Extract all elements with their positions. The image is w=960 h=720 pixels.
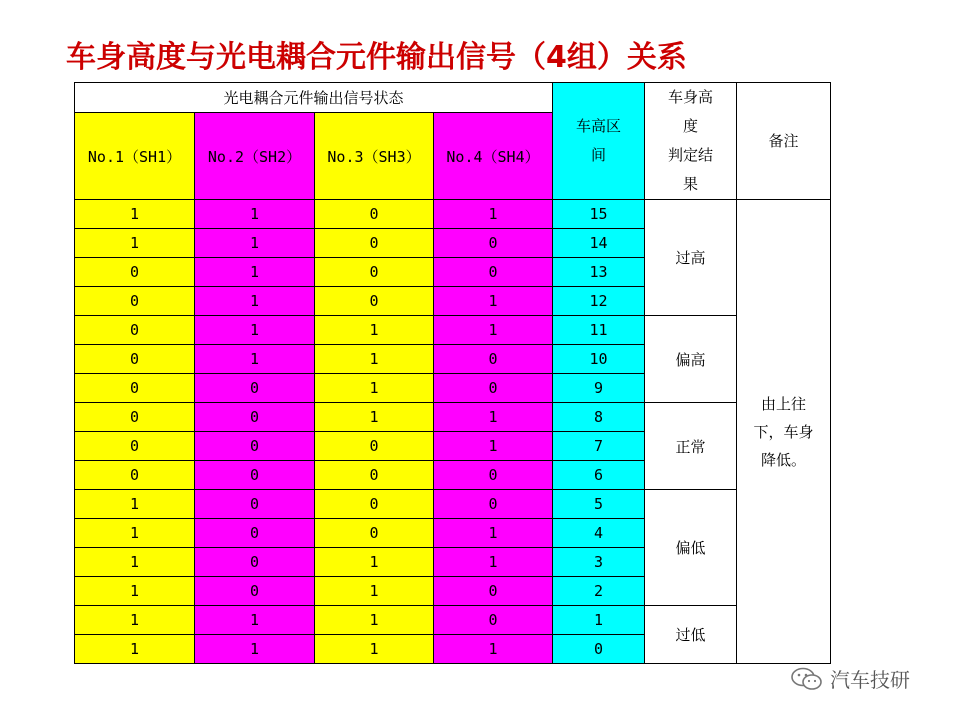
sh4-cell: 1	[434, 316, 553, 345]
zone-header: 车高区 间	[553, 83, 645, 200]
judgement-normal: 正常	[645, 403, 737, 490]
sh4-cell: 0	[434, 606, 553, 635]
zone-cell: 8	[553, 403, 645, 432]
zone-cell: 11	[553, 316, 645, 345]
sh1-cell: 0	[75, 316, 195, 345]
watermark	[790, 664, 910, 693]
zone-cell: 14	[553, 229, 645, 258]
judgement-too-high: 过高	[645, 200, 737, 316]
zone-cell: 3	[553, 548, 645, 577]
sh4-cell: 0	[434, 461, 553, 490]
sh2-cell: 0	[195, 374, 315, 403]
sh3-cell: 0	[315, 490, 434, 519]
sh4-cell: 1	[434, 403, 553, 432]
zone-cell: 2	[553, 577, 645, 606]
zone-cell: 13	[553, 258, 645, 287]
table-row	[75, 200, 831, 229]
sh2-cell: 0	[195, 461, 315, 490]
sensor-header-sh1: No.1（SH1）	[75, 113, 195, 200]
sh4-cell: 1	[434, 432, 553, 461]
zone-cell: 15	[553, 200, 645, 229]
sh3-cell: 1	[315, 345, 434, 374]
wechat-icon	[790, 667, 824, 691]
sh1-cell: 1	[75, 635, 195, 664]
sh2-cell: 1	[195, 258, 315, 287]
zone-cell: 5	[553, 490, 645, 519]
sh4-cell: 1	[434, 548, 553, 577]
table-row	[75, 490, 831, 519]
zone-cell: 12	[553, 287, 645, 316]
sh3-cell: 0	[315, 519, 434, 548]
sh3-cell: 1	[315, 577, 434, 606]
sh3-cell: 0	[315, 229, 434, 258]
zone-cell: 9	[553, 374, 645, 403]
sh3-cell: 1	[315, 635, 434, 664]
sh3-cell: 0	[315, 287, 434, 316]
sh4-cell: 1	[434, 200, 553, 229]
table-row	[75, 403, 831, 432]
sh4-cell: 1	[434, 519, 553, 548]
sh2-cell: 1	[195, 287, 315, 316]
watermark-text: 汽车技研	[830, 668, 910, 692]
judgement-slightly-low: 偏低	[645, 490, 737, 606]
sh2-cell: 0	[195, 432, 315, 461]
sh4-cell: 0	[434, 577, 553, 606]
sh3-cell: 1	[315, 606, 434, 635]
sensor-header-sh3: No.3（SH3）	[315, 113, 434, 200]
sh2-cell: 0	[195, 577, 315, 606]
signal-table	[74, 82, 831, 664]
zone-cell: 7	[553, 432, 645, 461]
sh2-cell: 1	[195, 635, 315, 664]
sh3-cell: 1	[315, 403, 434, 432]
sh1-cell: 0	[75, 345, 195, 374]
page-title: 车身高度与光电耦合元件输出信号（4组）关系	[66, 40, 687, 75]
sh2-cell: 0	[195, 519, 315, 548]
judgement-slightly-high: 偏高	[645, 316, 737, 403]
table-row	[75, 316, 831, 345]
sh2-cell: 1	[195, 229, 315, 258]
sh1-cell: 0	[75, 403, 195, 432]
sh1-cell: 1	[75, 229, 195, 258]
zone-cell: 10	[553, 345, 645, 374]
sensor-header-sh4: No.4（SH4）	[434, 113, 553, 200]
sh2-cell: 1	[195, 606, 315, 635]
sh1-cell: 0	[75, 374, 195, 403]
sh1-cell: 0	[75, 287, 195, 316]
sh2-cell: 0	[195, 548, 315, 577]
sh4-cell: 0	[434, 229, 553, 258]
sensor-header-sh2: No.2（SH2）	[195, 113, 315, 200]
sh3-cell: 0	[315, 432, 434, 461]
sh4-cell: 0	[434, 490, 553, 519]
sh4-cell: 0	[434, 374, 553, 403]
sh1-cell: 1	[75, 519, 195, 548]
sh1-cell: 1	[75, 200, 195, 229]
judgement-too-low: 过低	[645, 606, 737, 664]
sh2-cell: 0	[195, 403, 315, 432]
sh1-cell: 1	[75, 577, 195, 606]
sh2-cell: 1	[195, 345, 315, 374]
note-cell: 由上往 下，车身 降低。	[737, 200, 831, 664]
sh2-cell: 0	[195, 490, 315, 519]
sh4-cell: 0	[434, 345, 553, 374]
sh3-cell: 1	[315, 316, 434, 345]
zone-cell: 6	[553, 461, 645, 490]
sh1-cell: 1	[75, 548, 195, 577]
sh3-cell: 0	[315, 258, 434, 287]
sh1-cell: 1	[75, 606, 195, 635]
sh1-cell: 0	[75, 258, 195, 287]
sh4-cell: 1	[434, 287, 553, 316]
sh1-cell: 0	[75, 461, 195, 490]
zone-cell: 0	[553, 635, 645, 664]
sh3-cell: 1	[315, 374, 434, 403]
sh3-cell: 0	[315, 461, 434, 490]
sh3-cell: 1	[315, 548, 434, 577]
zone-cell: 4	[553, 519, 645, 548]
table-row	[75, 606, 831, 635]
sh4-cell: 1	[434, 635, 553, 664]
sh2-cell: 1	[195, 316, 315, 345]
note-header: 备注	[737, 83, 831, 200]
group-header: 光电耦合元件输出信号状态	[75, 83, 553, 113]
sh2-cell: 1	[195, 200, 315, 229]
sh1-cell: 0	[75, 432, 195, 461]
sh3-cell: 0	[315, 200, 434, 229]
zone-cell: 1	[553, 606, 645, 635]
judge-header: 车身高 度 判定结 果	[645, 83, 737, 200]
sh1-cell: 1	[75, 490, 195, 519]
sh4-cell: 0	[434, 258, 553, 287]
